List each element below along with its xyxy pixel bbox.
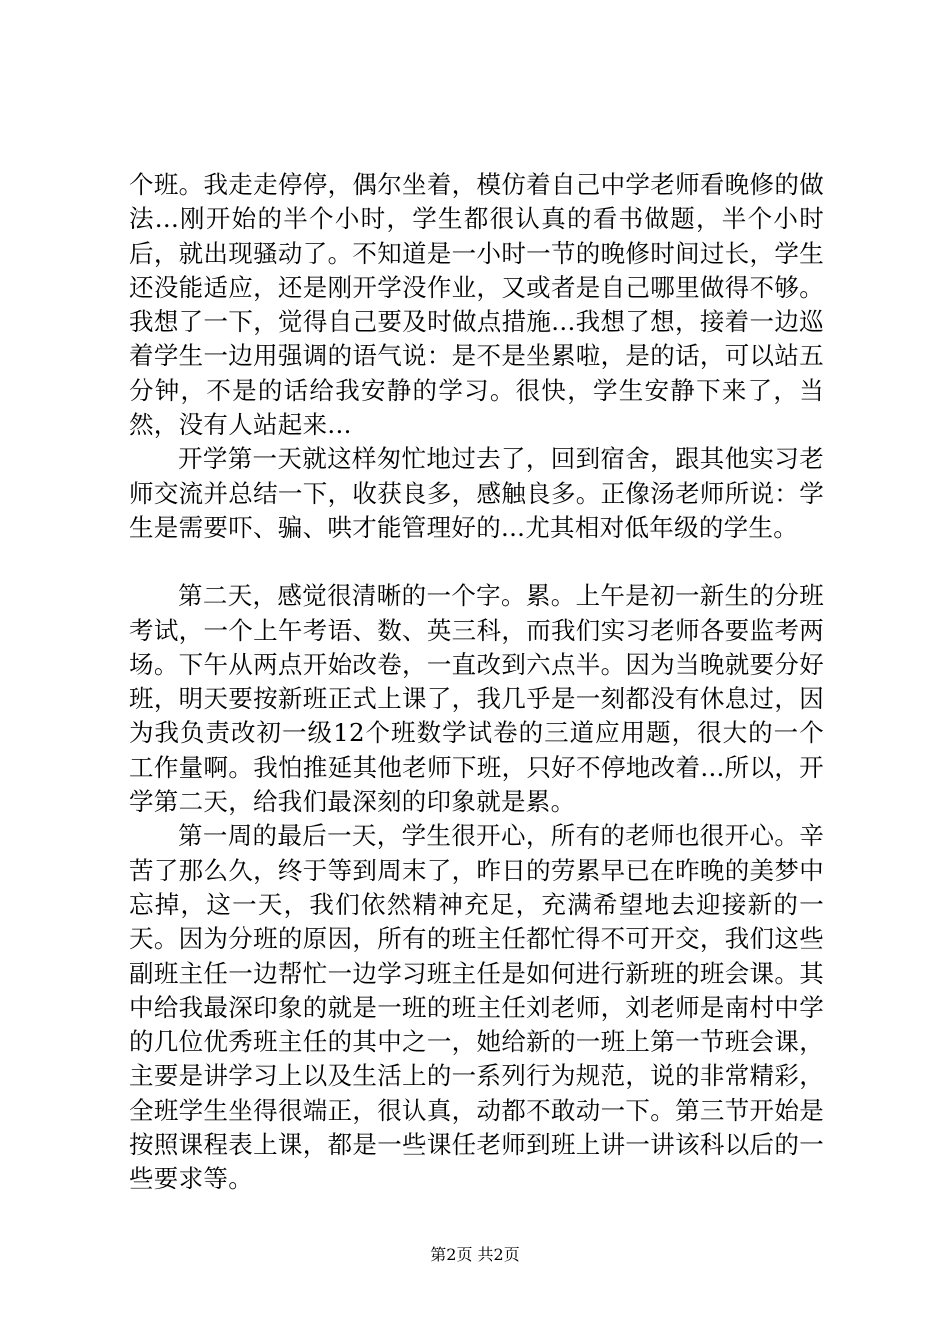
paragraph-first-day-summary: 开学第一天就这样匆忙地过去了，回到宿舍，跟其他实习老师交流并总结一下，收获良多，感触良多。正像汤老师所说：学生是需要吓、骗、哄才能管理好的...尤其相对低年级的学生。	[129, 444, 824, 542]
paragraph-continuation: 个班。我走走停停，偶尔坐着，模仿着自己中学老师看晚修的做法...刚开始的半个小时，学生都很认真的看书做题，半个小时后，就出现骚动了。不知道是一小时一节的晚修时间过长，学生还没能适应，还是刚开学没作业，又或者是自己哪里做得不够。我想了一下，觉得自己要及时做点措施...我想了想，接着一边巡着学生一边用强调的语气说：是不是坐累啦，是的话，可以站五分钟，不是的话给我安静的学习。很快，学生安静下来了，当然，没有人站起来...	[129, 170, 824, 440]
paragraph-second-day: 第二天，感觉很清晰的一个字。累。上午是初一新生的分班考试，一个上午考语、数、英三科，而我们实习老师各要监考两场。下午从两点开始改卷，一直改到六点半。因为当晚就要分好班，明天要按新班正式上课了，我几乎是一刻都没有休息过，因为我负责改初一级12个班数学试卷的三道应用题，很大的一个工作量啊。我怕推延其他老师下班，只好不停地改着...所以，开学第二天，给我们最深刻的印象就是累。	[129, 581, 824, 817]
paragraph-spacer	[129, 545, 824, 579]
page-footer: 第2页 共2页	[430, 1245, 520, 1264]
paragraph-first-week-last-day: 第一周的最后一天，学生很开心，所有的老师也很开心。辛苦了那么久，终于等到周末了，昨日的劳累早已在昨晚的美梦中忘掉，这一天，我们依然精神充足，充满希望地去迎接新的一天。因为分班的原因，所有的班主任都忙得不可开交，我们这些副班主任一边帮忙一边学习班主任是如何进行新班的班会课。其中给我最深印象的就是一班的班主任刘老师，刘老师是南村中学的几位优秀班主任的其中之一，她给新的一班上第一节班会课，主要是讲学习上以及生活上的一系列行为规范，说的非常精彩，全班学生坐得很端正，很认真，动都不敢动一下。第三节开始是按照课程表上课，都是一些课任老师到班上讲一讲该科以后的一些要求等。	[129, 821, 824, 1194]
document-body	[129, 168, 824, 1197]
